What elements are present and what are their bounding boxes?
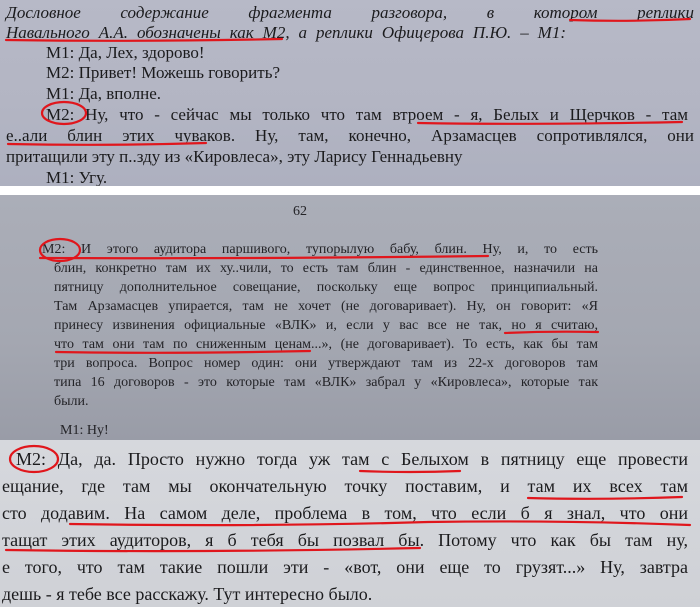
text-line: сто додавим. На самом деле, проблема в том, что если б я знал, что они <box>2 503 688 523</box>
text-line: Там Арзамасцев упирается, там не хочет (не договаривает). Ну, он говорит: «Я <box>54 299 598 314</box>
text-line: М1: Ну! <box>60 423 109 438</box>
text-line: типа 16 договоров - это которые там «ВЛК» забрал у «Кировлеса», которые так <box>54 375 598 390</box>
text-line: М1: Угу. <box>46 168 108 186</box>
text-line: притащили эту п..здy из «Кировлеса», эту Ларису Геннадьевну <box>6 147 463 166</box>
text-line: М1: Да, Лех, здорово! <box>46 43 205 62</box>
text-line: М2: Ну, что - сейчас мы только что там втроем - я, Белых и Щерчков - там <box>46 105 688 124</box>
text-line: ещание, где там мы окончательную точку поставим, и там их всех там <box>2 476 688 496</box>
text-line: пятницу дополнительное совещание, поскольку еще вопрос принципиальный. <box>54 280 598 295</box>
text-line: М2: И этого аудитора паршивого, тупорылую бабу, блин. Ну, и, то есть <box>42 242 598 257</box>
text-line: дешь - я тебе все расскажу. Тут интересно было. <box>2 584 373 604</box>
document-excerpt-bottom <box>0 440 700 607</box>
document-excerpt-middle <box>0 195 700 440</box>
text-line: были. <box>54 394 89 409</box>
text-line: М2: Да, да. Просто нужно тогда уж там с Белыхом в пятницу еще провести <box>16 449 688 469</box>
text-line: блин, конкретно там их ху..чили, то есть там блин - единственное, назначили на <box>54 261 598 276</box>
page-number: 62 <box>293 204 307 219</box>
text-line: Навального А.А. обозначены как М2, а реплики Офицерова П.Ю. – М1: <box>6 23 566 42</box>
text-line: М1: Да, вполне. <box>46 84 162 103</box>
text-line: е..али блин этих чуваков. Ну, там, конечно, Арзамасцев сопротивлялся, они <box>6 126 694 145</box>
document-excerpt-top <box>0 0 700 186</box>
text-line: три вопроса. Вопрос номер один: они утверждают там из 22-х договоров там <box>54 356 598 371</box>
text-line: М2: Привет! Можешь говорить? <box>46 63 280 82</box>
text-line: принесу извинения официальные «ВЛК» и, если у вас все не так, но я считаю, <box>54 318 598 333</box>
text-line: тащат этих аудиторов, я б тебя бы позвал бы. Потому что как бы там ну, <box>2 530 688 550</box>
text-line: Дословное содержание фрагмента разговора, в котором реплики <box>6 3 694 22</box>
text-line: что там они там по сниженным ценам...», (не договаривает). То есть, как бы там <box>54 337 598 352</box>
text-line: е того, что там такие пошли эти - «вот, они еще то грузят...» Ну, завтра <box>2 557 688 577</box>
